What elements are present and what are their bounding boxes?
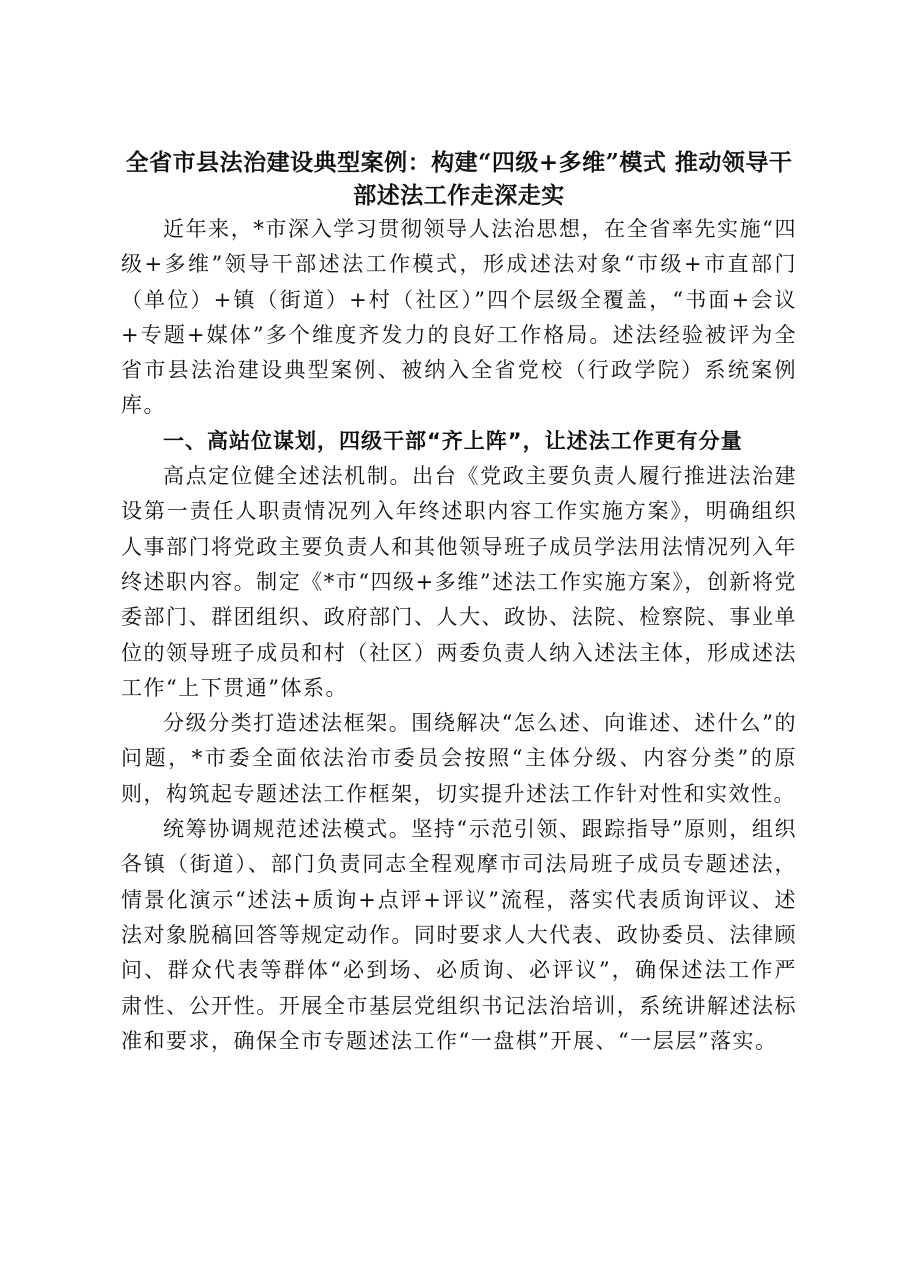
document-title: 全省市县法治建设典型案例：构建“四级+多维”模式 推动领导干部述法工作走深走实: [125, 149, 793, 209]
body-paragraph-2: 分级分类打造述法框架。围绕解决“怎么述、向谁述、述什么”的问题，*市委全面依法治市委员会按照“主体分级、内容分类”的原则，构筑起专题述法工作框架，切实提升述法工作针对性和实效性。: [121, 711, 797, 806]
body-paragraph-3: 统筹协调规范述法模式。坚持“示范引领、跟踪指导”原则，组织各镇（街道）、部门负责同志全程观摩市司法局班子成员专题述法，情景化演示“述法+质询+点评+评议”流程，落实代表质询评议、述法对象脱稿回答等规定动作。同时要求人大代表、政协委员、法律顾问、群众代表等群体“必到场、必质询、必评议”，确保述法工作严肃性、公开性。开展全市基层党组织书记法治培训，系统讲解述法标准和要求，确保全市专题述法工作“一盘棋”开展、“一层层”落实。: [121, 817, 797, 1053]
section-heading: 一、高站位谋划，四级干部“齐上阵”，让述法工作更有分量: [163, 428, 743, 453]
body-paragraph-1: 高点定位健全述法机制。出台《党政主要负责人履行推进法治建设第一责任人职责情况列入年终述职内容工作实施方案》，明确组织人事部门将党政主要负责人和其他领导班子成员学法用法情况列入年终述职内容。制定《*市“四级+多维”述法工作实施方案》，创新将党委部门、群团组织、政府部门、人大、政协、法院、检察院、事业单位的领导班子成员和村（社区）两委负责人纳入述法主体，形成述法工作“上下贯通”体系。: [121, 464, 797, 700]
document-body: [121, 146, 797, 1059]
intro-paragraph: 近年来，*市深入学习贯彻领导人法治思想，在全省率先实施“四级+多维”领导干部述法工作模式，形成述法对象“市级+市直部门（单位）+镇（街道）+村（社区）”四个层级全覆盖，“书面+会议+专题+媒体”多个维度齐发力的良好工作格局。述法经验被评为全省市县法治建设典型案例、被纳入全省党校（行政学院）系统案例库。: [121, 217, 797, 418]
